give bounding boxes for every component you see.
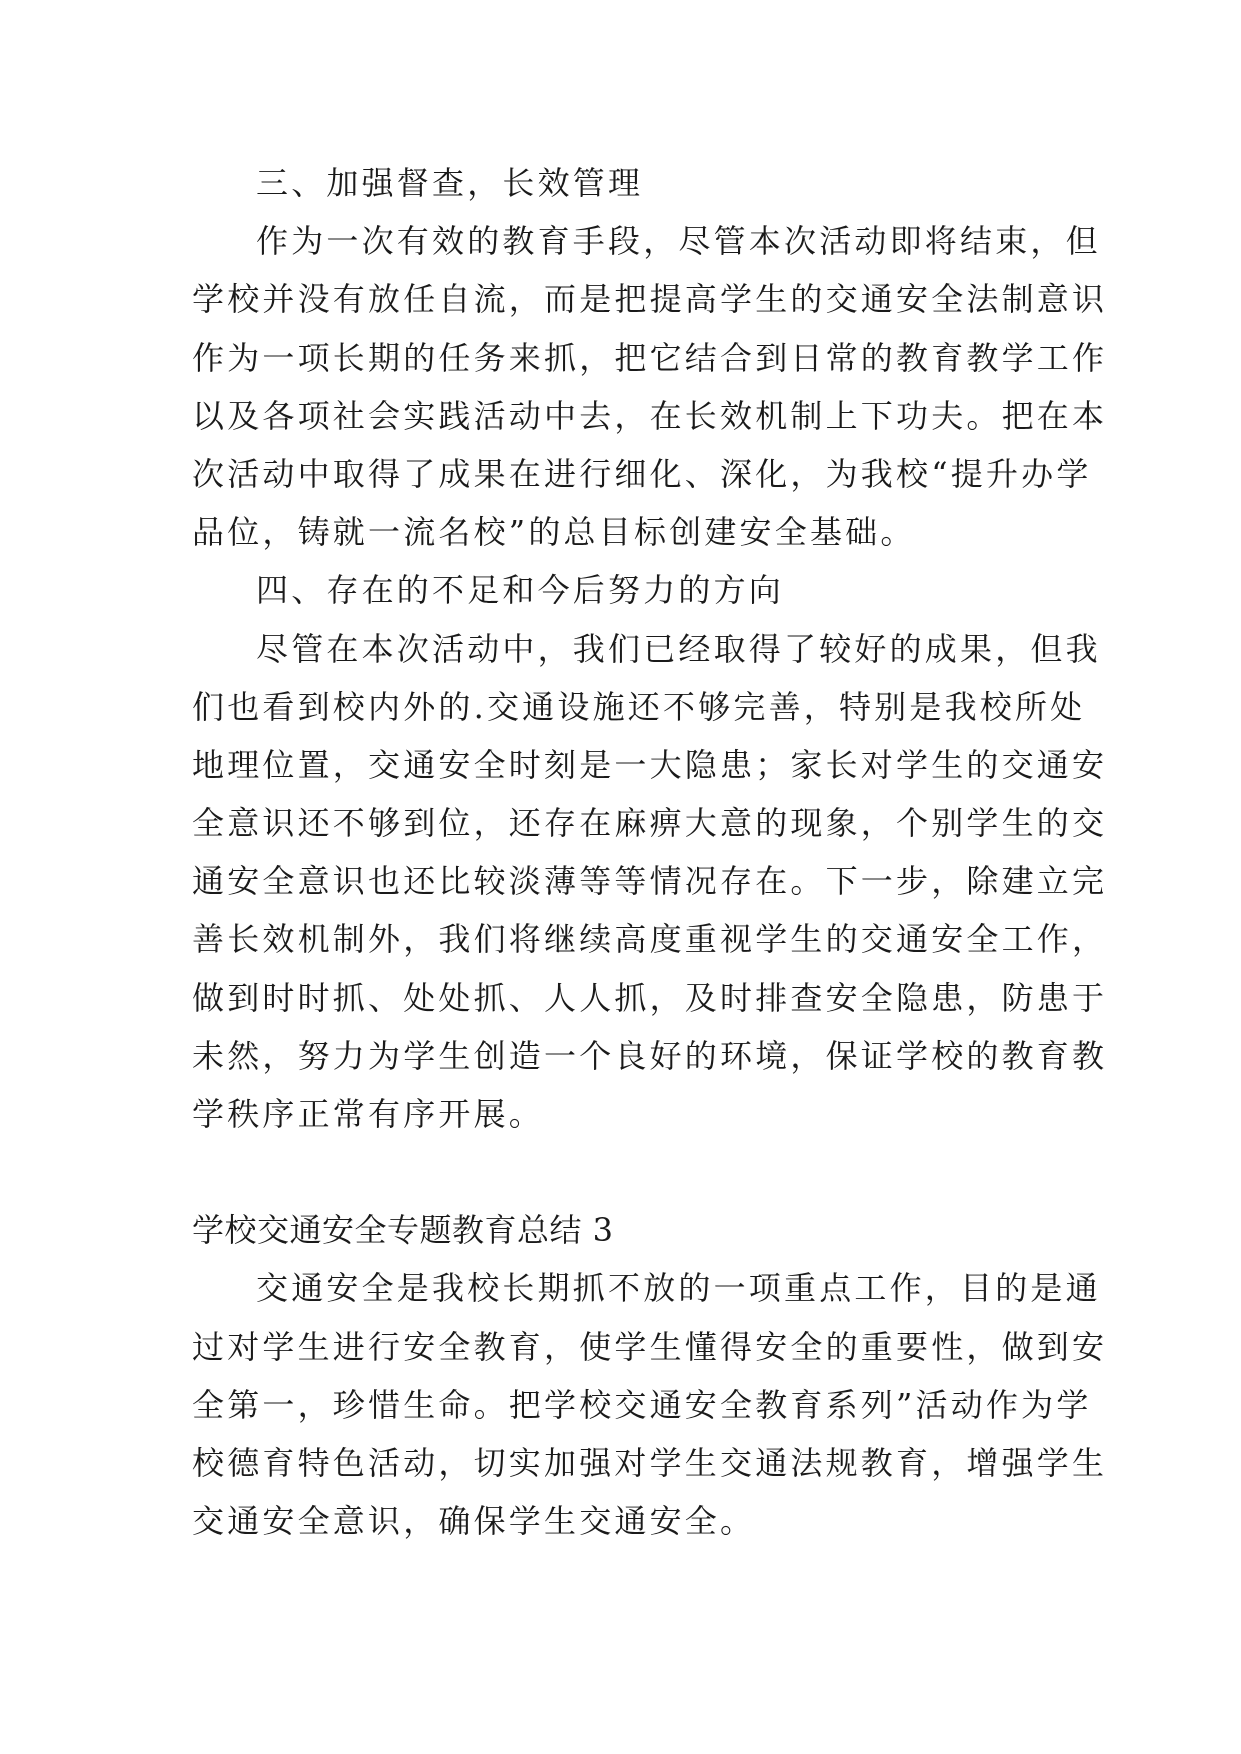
- paragraph-line: 善长效机制外，我们将继续高度重视学生的交通安全工作，: [192, 920, 1108, 959]
- paragraph-line: 品位，铸就一流名校”的总目标创建安全基础。: [192, 513, 916, 552]
- paragraph-line: 校德育特色活动，切实加强对学生交通法规教育，增强学生: [192, 1443, 1108, 1482]
- paragraph-line: 通安全意识也还比较淡薄等等情况存在。下一步，除建立完: [192, 862, 1108, 901]
- paragraph-line: 作为一项长期的任务来抓，把它结合到日常的教育教学工作: [192, 338, 1108, 377]
- paragraph-line: 作为一次有效的教育手段，尽管本次活动即将结束，但: [256, 222, 1101, 261]
- paragraph-line: 学校并没有放任自流，而是把提高学生的交通安全法制意识: [192, 280, 1108, 319]
- paragraph-line: 做到时时抓、处处抓、人人抓，及时排查安全隐患，防患于: [192, 978, 1108, 1017]
- section-heading-4: 四、存在的不足和今后努力的方向: [256, 571, 785, 610]
- paragraph-line: 过对学生进行安全教育，使学生懂得安全的重要性，做到安: [192, 1327, 1108, 1366]
- paragraph-line: 们也看到校内外的.交通设施还不够完善，特别是我校所处: [192, 687, 1086, 726]
- paragraph-line: 次活动中取得了成果在进行细化、深化，为我校“提升办学: [192, 454, 1092, 493]
- paragraph-line: 交通安全意识，确保学生交通安全。: [192, 1502, 756, 1541]
- paragraph-line: 学秩序正常有序开展。: [192, 1095, 545, 1133]
- paragraph-line: 地理位置，交通安全时刻是一大隐患；家长对学生的交通安: [192, 745, 1108, 784]
- section-heading-3: 三、加强督查，长效管理: [256, 164, 644, 202]
- paragraph-line: 全第一，珍惜生命。把学校交通安全教育系列”活动作为学: [192, 1385, 1092, 1424]
- paragraph-line: 交通安全是我校长期抓不放的一项重点工作，目的是通: [256, 1269, 1101, 1308]
- document-body: [192, 154, 1108, 1550]
- paragraph-line: 尽管在本次活动中，我们已经取得了较好的成果，但我: [256, 629, 1101, 668]
- paragraph-line: 以及各项社会实践活动中去，在长效机制上下功夫。把在本: [192, 396, 1108, 435]
- paragraph-line: 未然，努力为学生创造一个良好的环境，保证学校的教育教: [192, 1036, 1108, 1075]
- paragraph-line: 全意识还不够到位，还存在麻痹大意的现象，个别学生的交: [192, 804, 1108, 843]
- summary-title: 学校交通安全专题教育总结 3: [192, 1211, 614, 1250]
